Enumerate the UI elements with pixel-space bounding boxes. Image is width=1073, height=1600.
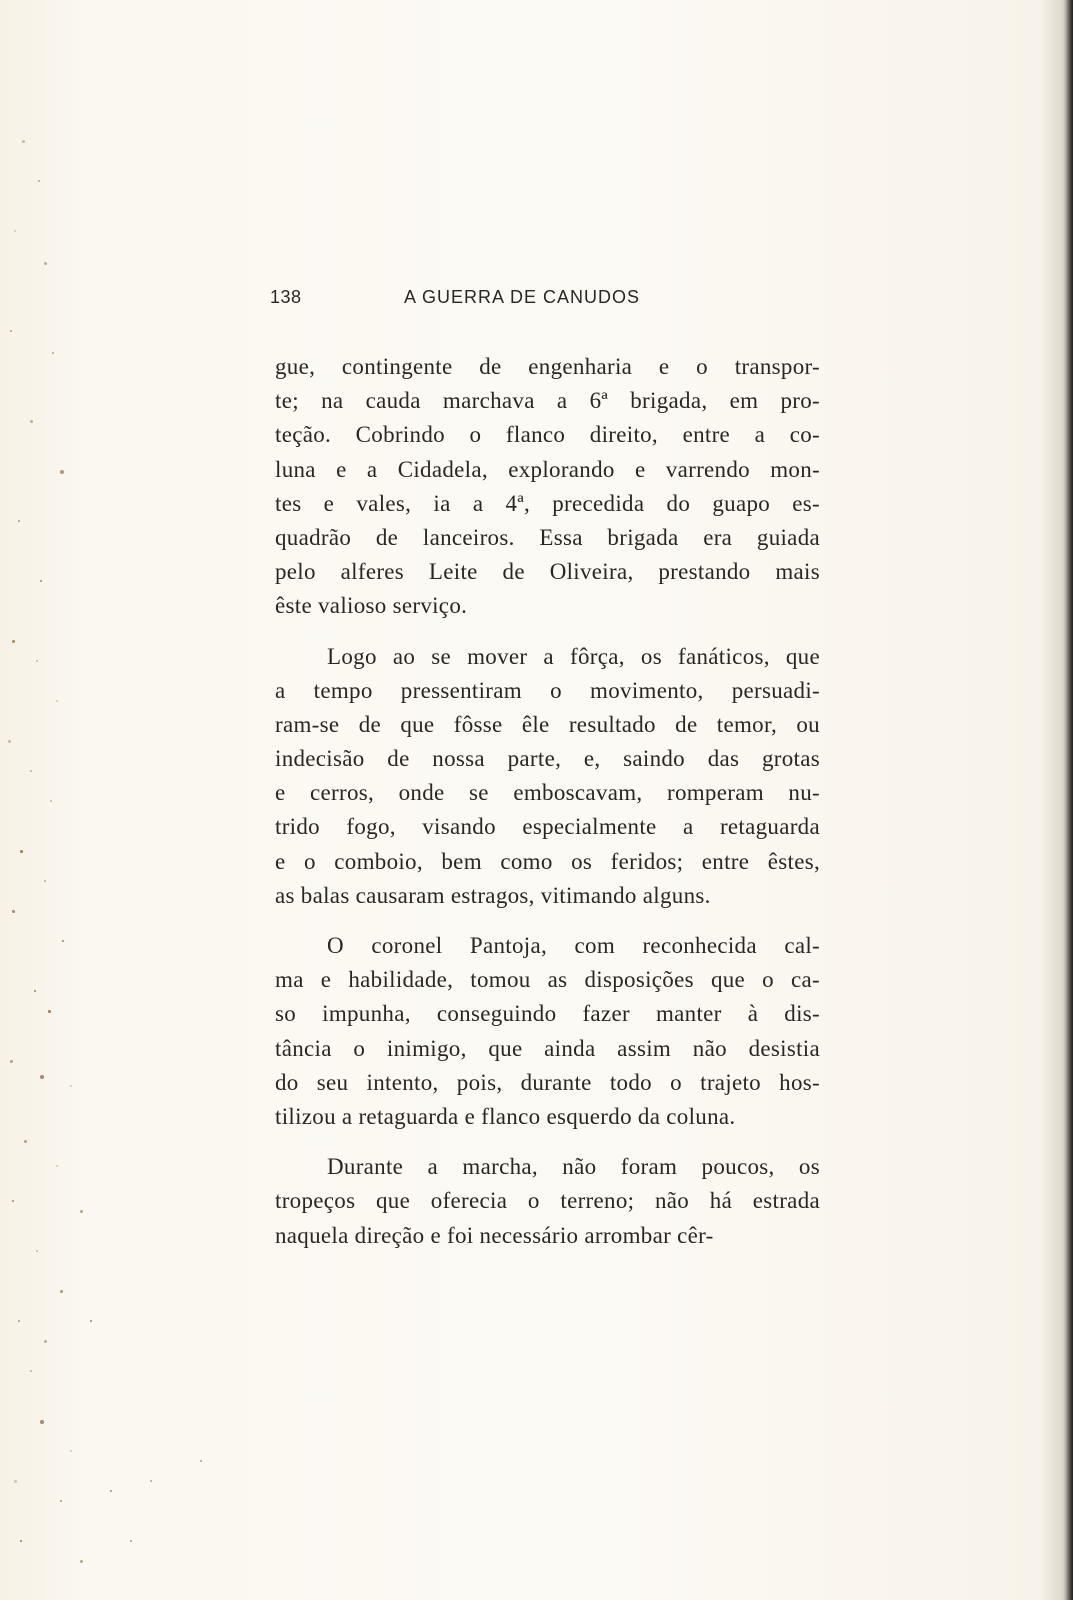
foxing-speck bbox=[30, 770, 32, 772]
foxing-speck bbox=[60, 1290, 63, 1293]
page-number: 138 bbox=[270, 287, 302, 307]
foxing-speck bbox=[20, 1540, 22, 1542]
foxing-speck bbox=[44, 880, 46, 882]
foxing-speck bbox=[12, 910, 15, 913]
foxing-speck bbox=[130, 1540, 132, 1542]
text-line: tropeços que oferecia o terreno; não há estrada bbox=[275, 1188, 820, 1214]
text-line: do seu intento, pois, durante todo o trajeto hos- bbox=[275, 1069, 820, 1095]
foxing-speck bbox=[44, 262, 47, 265]
foxing-speck bbox=[30, 1370, 32, 1372]
foxing-speck bbox=[40, 1075, 44, 1079]
foxing-speck bbox=[56, 1165, 58, 1167]
foxing-speck bbox=[36, 1250, 38, 1252]
foxing-speck bbox=[52, 352, 54, 354]
text-line: O coronel Pantoja, com reconhecida cal- bbox=[327, 933, 820, 958]
text-line: quadrão de lanceiros. Essa brigada era guiada bbox=[275, 524, 820, 550]
text-line: teção. Cobrindo o flanco direito, entre a co- bbox=[275, 422, 820, 448]
paragraph bbox=[275, 929, 820, 1134]
spine-shadow bbox=[1063, 0, 1073, 1600]
foxing-speck bbox=[20, 850, 23, 853]
text-line: Durante a marcha, não foram poucos, os bbox=[327, 1154, 820, 1180]
text-line: tância o inimigo, que ainda assim não desistia bbox=[275, 1035, 820, 1061]
text-line: ram-se de que fôsse êle resultado de temor, ou bbox=[275, 711, 820, 737]
text-line: e o comboio, bem como os feridos; entre êstes, bbox=[275, 848, 820, 874]
foxing-speck bbox=[22, 140, 25, 143]
text-line: indecisão de nossa parte, e, saindo das grotas bbox=[275, 746, 820, 772]
text-body bbox=[275, 350, 820, 1269]
text-line: a tempo pressentiram o movimento, persuadi- bbox=[275, 677, 820, 703]
foxing-speck bbox=[90, 1320, 92, 1322]
foxing-speck bbox=[18, 520, 20, 522]
paragraph bbox=[275, 640, 820, 914]
foxing-speck bbox=[12, 640, 15, 643]
foxing-speck bbox=[18, 1320, 20, 1322]
foxing-speck bbox=[40, 580, 42, 582]
foxing-speck bbox=[14, 1480, 17, 1483]
foxing-speck bbox=[56, 700, 58, 702]
foxing-speck bbox=[60, 470, 64, 474]
text-line: trido fogo, visando especialmente a retaguarda bbox=[275, 814, 820, 840]
foxing-speck bbox=[70, 1085, 72, 1087]
text-line: pelo alferes Leite de Oliveira, prestando mais bbox=[275, 559, 820, 585]
foxing-speck bbox=[150, 1480, 152, 1482]
text-line: naquela direção e foi necessário arrombar cêr- bbox=[275, 1222, 714, 1248]
text-line: as balas causaram estragos, vitimando alguns. bbox=[275, 882, 711, 908]
foxing-speck bbox=[12, 1200, 14, 1202]
foxing-speck bbox=[10, 1060, 13, 1063]
page-header bbox=[270, 287, 830, 313]
foxing-speck bbox=[110, 1490, 112, 1492]
foxing-speck bbox=[34, 990, 36, 992]
foxing-speck bbox=[50, 800, 52, 802]
foxing-speck bbox=[60, 1500, 62, 1502]
foxing-speck bbox=[200, 1460, 202, 1462]
paragraph bbox=[275, 350, 820, 624]
text-line: êste valioso serviço. bbox=[275, 593, 468, 619]
foxing-speck bbox=[38, 180, 40, 182]
text-line: so impunha, conseguindo fazer manter à dis- bbox=[275, 1001, 820, 1027]
foxing-speck bbox=[10, 330, 12, 332]
foxing-speck bbox=[70, 1450, 72, 1452]
foxing-speck bbox=[48, 1010, 51, 1013]
foxing-speck bbox=[14, 230, 16, 232]
text-line: tilizou a retaguarda e flanco esquerdo da coluna. bbox=[275, 1103, 736, 1129]
foxing-speck bbox=[40, 1420, 44, 1424]
text-line: te; na cauda marchava a 6ª brigada, em pro- bbox=[275, 388, 820, 414]
text-line: gue, contingente de engenharia e o transpor- bbox=[275, 354, 820, 379]
text-line: ma e habilidade, tomou as disposições que o ca- bbox=[275, 967, 820, 993]
foxing-speck bbox=[24, 1140, 27, 1143]
foxing-speck bbox=[80, 1210, 83, 1213]
text-line: luna e a Cidadela, explorando e varrendo mon- bbox=[275, 456, 820, 482]
text-line: e cerros, onde se emboscavam, romperam nu- bbox=[275, 780, 820, 806]
paragraph bbox=[275, 1150, 820, 1253]
running-title: A GUERRA DE CANUDOS bbox=[404, 287, 641, 307]
foxing-speck bbox=[30, 420, 33, 423]
foxing-speck bbox=[62, 940, 64, 942]
foxing-speck bbox=[36, 660, 38, 662]
text-line: Logo ao se mover a fôrça, os fanáticos, que bbox=[327, 643, 820, 669]
text-line: tes e vales, ia a 4ª, precedida do guapo es- bbox=[275, 490, 820, 516]
foxing-speck bbox=[44, 1340, 47, 1343]
foxing-speck bbox=[8, 740, 11, 743]
foxing-speck bbox=[80, 1560, 83, 1563]
